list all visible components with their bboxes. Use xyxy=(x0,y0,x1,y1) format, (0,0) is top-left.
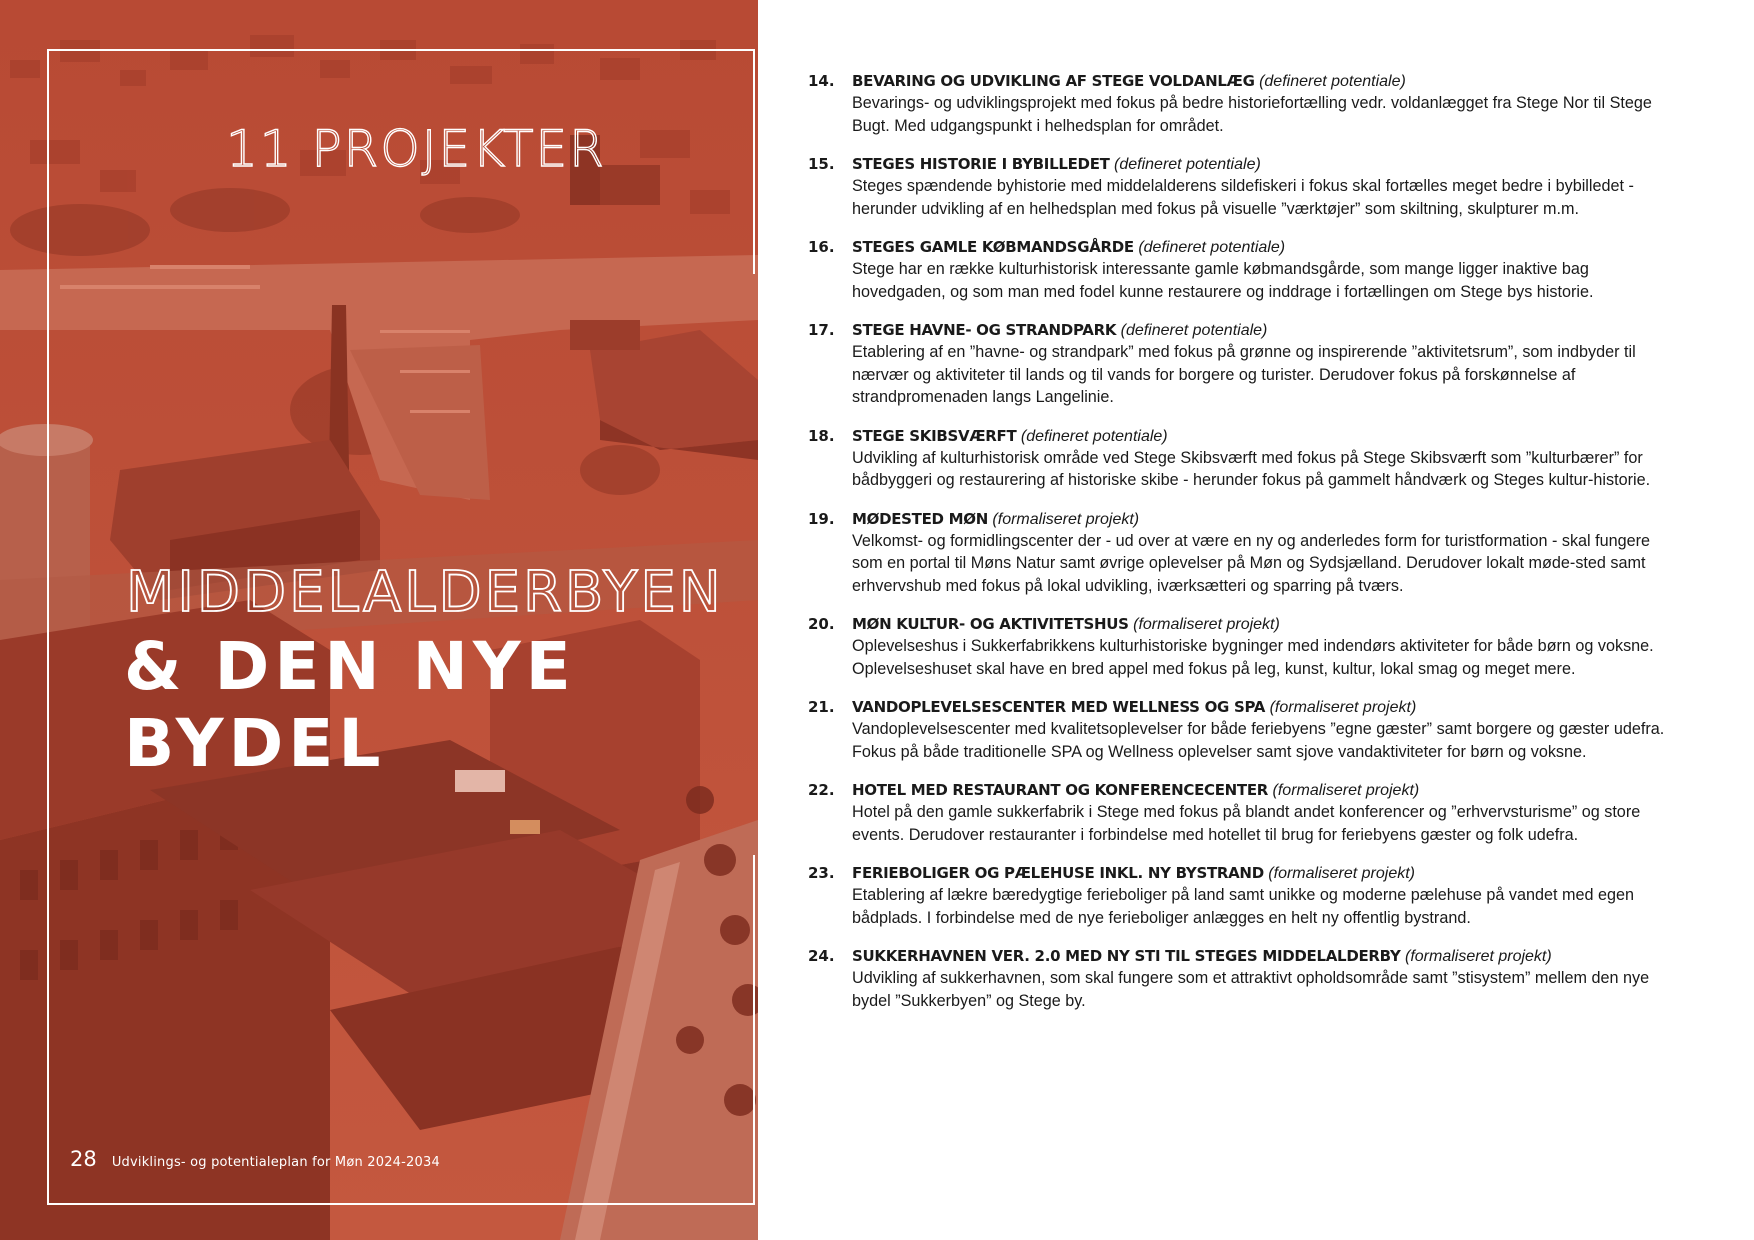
project-status: (defineret potentiale) xyxy=(1138,239,1286,256)
projects-count-heading: 11 PROJEKTER xyxy=(226,120,606,178)
project-status: (formaliseret projekt) xyxy=(1269,699,1417,716)
project-number: 16. xyxy=(808,238,835,256)
white-frame-right-edge xyxy=(753,855,755,1205)
project-status: (defineret potentiale) xyxy=(1020,427,1168,445)
project-status: (defineret potentiale) xyxy=(1259,73,1406,90)
project-number: 20. xyxy=(808,615,835,633)
project-description: Udvikling af sukkerhavnen, som skal fungere som et attraktivt opholdsområde samt ”stisystem” mellem den nye bydel ”Sukkerbyen” og Stege by. xyxy=(852,969,1650,1010)
white-frame-right-edge xyxy=(753,49,755,274)
project-description: Bevarings- og udviklingsprojekt med fokus på bedre historiefortælling vedr. voldanlægget fra Stege Nor til Stege Bugt. Med udgangspunkt i helhedsplan for området. xyxy=(852,94,1652,135)
project-status: (formaliseret projekt) xyxy=(1133,616,1280,633)
project-description: Oplevelseshus i Sukkerfabrikkens kulturhistoriske bygninger med indendørs aktiviteter for både børn og voksne. Oplevelseshuset skal have en bred appel med fokus på leg, kunst, kultur, lokal smag og meget mere. xyxy=(852,637,1654,678)
project-status: (formaliseret projekt) xyxy=(1268,865,1415,882)
project-heading xyxy=(852,320,1678,341)
project-item xyxy=(808,780,1678,846)
project-item xyxy=(808,320,1678,409)
project-title: SUKKERHAVNEN VER. 2.0 MED NY STI TIL STEGES MIDDELALDERBY xyxy=(852,947,1401,965)
project-title: HOTEL MED RESTAURANT OG KONFERENCECENTER xyxy=(852,781,1269,799)
project-item xyxy=(808,946,1678,1012)
project-title: BEVARING OG UDVIKLING AF STEGE VOLDANLÆG xyxy=(852,72,1255,90)
project-item xyxy=(808,237,1678,303)
footer-document-title: Udviklings- og potentialeplan for Møn 2024-2034 xyxy=(111,1155,440,1170)
project-item xyxy=(808,71,1678,137)
project-number: 17. xyxy=(808,321,835,339)
project-number: 23. xyxy=(808,864,835,882)
project-item xyxy=(808,509,1678,598)
page-footer xyxy=(70,1147,440,1171)
project-title: FERIEBOLIGER OG PÆLEHUSE INKL. NY BYSTRAND xyxy=(852,864,1264,882)
project-item xyxy=(808,697,1678,763)
project-number: 14. xyxy=(808,72,835,90)
project-title: STEGE SKIBSVÆRFT xyxy=(852,426,1017,445)
project-heading xyxy=(852,154,1678,175)
project-heading xyxy=(852,946,1678,967)
project-description: Steges spændende byhistorie med middelalderens sildefiskeri i fokus skal fortælles meget bedre i bybilledet - herunder udvikling af en helhedsplan med fokus på visuelle ”værktøjer” som skiltning, skulpturer m.m. xyxy=(852,177,1634,218)
project-status: (defineret potentiale) xyxy=(1120,322,1268,339)
project-number: 15. xyxy=(808,155,835,173)
project-heading xyxy=(852,509,1678,530)
project-number: 22. xyxy=(808,781,835,799)
project-description: Stege har en række kulturhistorisk interessante gamle købmandsgårde, som mange ligger inaktive bag hovedgaden, og som man med fodel kunne restaurere og inddrage i fortællingen om Stege bys historie. xyxy=(852,260,1594,301)
project-item xyxy=(808,863,1678,929)
project-item xyxy=(808,426,1678,492)
project-number: 19. xyxy=(808,509,835,528)
project-description: Etablering af lækre bæredygtige ferieboliger på land samt unikke og moderne pælehuse på vandet med egen bådplads. I forbindelse med de nye ferieboliger anlægges en helt ny offentlig bystrand. xyxy=(852,886,1634,927)
white-frame xyxy=(47,49,755,1205)
project-description: Udvikling af kulturhistorisk område ved Stege Skibsværft med fokus på Stege Skibsværft som ”kulturbærer” for bådbyggeri og restaurering af historiske skibe - herunder fokus på gammelt håndværk og Steges kultur-historie. xyxy=(852,448,1651,489)
project-item xyxy=(808,154,1678,220)
project-description: Hotel på den gamle sukkerfabrik i Stege med fokus på blandt andet konferencer og ”erhvervsturisme” og store events. Derudover restauranter i forbindelse med hotellet til brug for feriebyens gæster og folk udefra. xyxy=(852,803,1641,844)
project-number: 18. xyxy=(808,426,835,445)
project-status: (defineret potentiale) xyxy=(1114,156,1261,173)
project-heading xyxy=(852,697,1678,718)
project-status: (formaliseret projekt) xyxy=(1405,948,1552,965)
project-number: 21. xyxy=(808,698,835,716)
section-title-line2: & DEN NYE BYDEL xyxy=(124,628,576,782)
project-heading xyxy=(852,614,1678,635)
page-number: 28 xyxy=(70,1147,97,1171)
project-title: VANDOPLEVELSESCENTER MED WELLNESS OG SPA xyxy=(852,698,1266,716)
project-status: (formaliseret projekt) xyxy=(1272,782,1420,799)
projects-list xyxy=(808,71,1678,1029)
project-description: Velkomst- og formidlingscenter der - ud over at være en ny og anderledes form for turistformation - skal fungere som en portal til Møns Natur samt øvrige oplevelser på Møn og Sydsjælland. Derudover lokalt møde-sted samt erhvervshub med fokus på lokal udvikling, iværksætteri og sparring på tværs. xyxy=(852,531,1651,595)
project-item xyxy=(808,614,1678,680)
project-title: STEGE HAVNE- OG STRANDPARK xyxy=(852,321,1117,339)
cover-photo-panel xyxy=(0,0,758,1240)
project-status: (formaliseret projekt) xyxy=(992,510,1140,528)
section-title-line1: MIDDELALDERBYEN xyxy=(126,560,724,625)
project-heading xyxy=(852,71,1678,92)
project-heading xyxy=(852,863,1678,884)
project-heading xyxy=(852,426,1678,447)
project-number: 24. xyxy=(808,947,835,965)
project-title: STEGES HISTORIE I BYBILLEDET xyxy=(852,155,1110,173)
project-title: STEGES GAMLE KØBMANDSGÅRDE xyxy=(852,238,1134,256)
project-heading xyxy=(852,780,1678,801)
project-title: MØDESTED MØN xyxy=(852,509,988,528)
project-description: Etablering af en ”havne- og strandpark” med fokus på grønne og inspirerende ”aktivitetsrum”, som indbyder til nærvær og aktiviteter til lands og til vands for borgere og turister. Derudover fokus på forskønnelse af strandpromenaden langs Langelinie. xyxy=(852,343,1636,406)
project-title: MØN KULTUR- OG AKTIVITETSHUS xyxy=(852,615,1129,633)
project-heading xyxy=(852,237,1678,258)
project-description: Vandoplevelsescenter med kvalitetsoplevelser for både feriebyens ”egne gæster” samt borgere og gæster udefra. Fokus på både traditionelle SPA og Wellness oplevelser samt sjove vandaktiviteter for børn og voksne. xyxy=(852,720,1665,761)
